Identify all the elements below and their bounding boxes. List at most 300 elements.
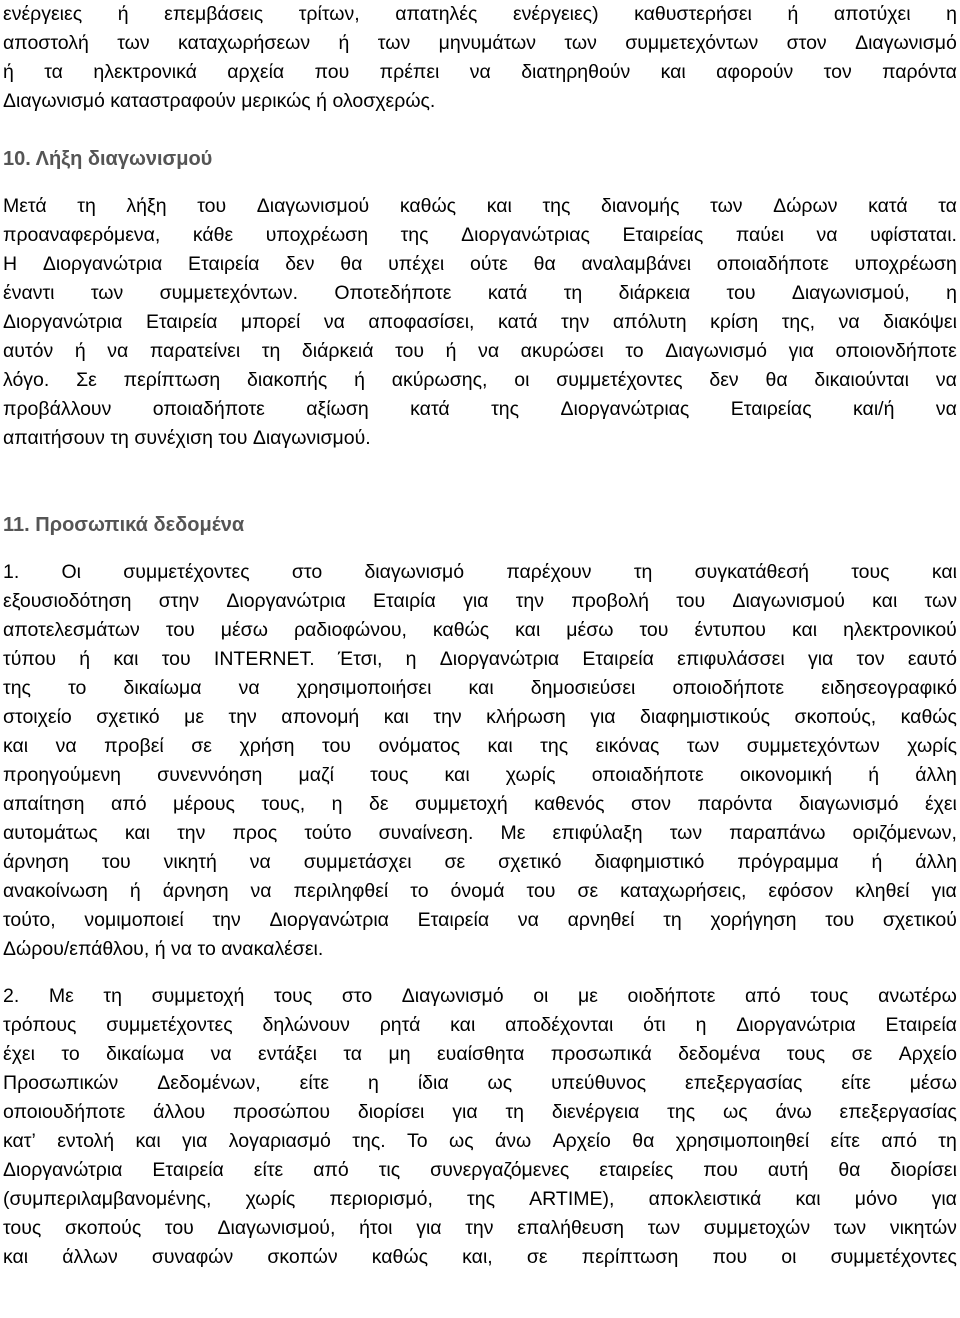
word: δημοσιεύσει [530, 677, 636, 699]
word: η [946, 282, 957, 304]
word: και [468, 677, 494, 699]
text-line [3, 558, 957, 587]
word: Δώρου/επάθλου, [3, 938, 150, 960]
word: ανακαλέσει. [221, 938, 324, 960]
word: την [228, 706, 257, 728]
word: να [210, 1043, 232, 1065]
word: τρίτων, [298, 3, 360, 25]
text-line [3, 906, 957, 935]
word: άλλη [915, 851, 957, 873]
word: η [946, 3, 957, 25]
word: οποιουδήποτε [3, 1101, 126, 1123]
word: συγκατάθεσή [694, 561, 809, 583]
word: περίπτωση [581, 1246, 679, 1268]
word: στον [630, 793, 672, 815]
word: οιοδήποτε [627, 985, 716, 1007]
word: προαναφερόμενα, [3, 224, 161, 246]
document-page [3, 0, 957, 1272]
word: επαλήθευση [517, 1217, 625, 1239]
word: διάρκεια [618, 282, 691, 304]
word: σκοπούς, [794, 706, 877, 728]
word: προσώπου [232, 1101, 331, 1123]
word: Εταιρεία [152, 1159, 224, 1181]
word: Δεδομένων, [157, 1072, 261, 1094]
text-line [3, 587, 957, 616]
word: ακυρώσει [520, 340, 604, 362]
word: σε [851, 1043, 873, 1065]
word: χρησιμοποιηθεί [675, 1130, 810, 1152]
word: ή [117, 3, 129, 25]
word: (συμπεριλαμβανομένης, [3, 1188, 212, 1210]
word: τα [44, 61, 63, 83]
word: των [669, 822, 703, 844]
word: είτε [841, 1072, 871, 1094]
word: ονόματος [378, 735, 461, 757]
word: από [110, 793, 147, 815]
word: ή [129, 880, 141, 902]
word: ακύρωσης, [391, 369, 488, 391]
word: των [833, 1217, 867, 1239]
word: παρόντα [697, 793, 773, 815]
word: την [465, 1217, 494, 1239]
word: ως [722, 1101, 748, 1123]
word: η [368, 1072, 379, 1094]
word: να [517, 909, 539, 931]
word: μόνο [854, 1188, 898, 1210]
word: να [478, 340, 500, 362]
word: ή [871, 851, 883, 873]
word: διαγωνισμό [798, 793, 899, 815]
word: κατά [498, 311, 538, 333]
word: και [795, 1188, 821, 1210]
word: διενέργεια [551, 1101, 640, 1123]
word: ηλεκτρονικά [93, 61, 197, 83]
word: διαγωνισμό [364, 561, 465, 583]
word: το [625, 340, 644, 362]
text-line [3, 221, 957, 250]
word: τη [633, 561, 653, 583]
word: και [3, 735, 29, 757]
word: συναίνεση. [378, 822, 474, 844]
word: επεξεργασίας [685, 1072, 803, 1094]
text-line [3, 250, 957, 279]
word: αποδέχονται [505, 1014, 614, 1036]
word: μηνυμάτων [438, 32, 537, 54]
word: διάρκειά [301, 340, 374, 362]
word: που [314, 61, 350, 83]
text-line [3, 848, 957, 877]
word: καθυστερήσει [634, 3, 752, 25]
word: απονομή [281, 706, 360, 728]
word: τρόπους [3, 1014, 77, 1036]
word: Εταιρείας [622, 224, 704, 246]
word: και [3, 1246, 29, 1268]
word: και [515, 619, 541, 641]
word: η [331, 793, 343, 815]
word: την [433, 706, 462, 728]
word: μέσω [909, 1072, 957, 1094]
word: της [400, 224, 429, 246]
text-line [3, 279, 957, 308]
word: δικαίωμα [123, 677, 202, 699]
word: οποιαδήποτε [716, 253, 829, 275]
word: για [452, 1101, 478, 1123]
text-line [3, 790, 957, 819]
word: εαυτό [907, 648, 957, 670]
word: Με [48, 985, 74, 1007]
word: περιληφθεί [293, 880, 389, 902]
word: χρησιμοποιήσει [296, 677, 432, 699]
word: Διαγωνισμό [3, 90, 105, 112]
word: INTERNET. [213, 648, 315, 670]
word: τη [563, 282, 583, 304]
text-line [3, 616, 957, 645]
text-line [3, 1040, 957, 1069]
word: σχετικού [882, 909, 957, 931]
word: από [313, 1159, 349, 1181]
word: τον [856, 648, 885, 670]
word: 2. [3, 985, 20, 1007]
word: του [726, 282, 756, 304]
word: ή [868, 764, 880, 786]
word: δικαίωμα [106, 1043, 185, 1065]
text-line [3, 732, 957, 761]
word: να [238, 677, 260, 699]
word: επιφύλαξη [552, 822, 643, 844]
word: την [177, 822, 206, 844]
word: Διοργανώτρια [736, 1014, 856, 1036]
word: συμμετέχοντες [830, 1246, 957, 1268]
word: προβάλλουν [3, 398, 112, 420]
word: οι [533, 985, 549, 1007]
word: την [515, 590, 544, 612]
word: στον [786, 32, 827, 54]
word: Οποτεδήποτε [334, 282, 452, 304]
word: ή [79, 648, 91, 670]
text-line [3, 0, 957, 29]
word: για [590, 706, 616, 728]
word: και [135, 1130, 161, 1152]
word: ανωτέρω [878, 985, 957, 1007]
word: τη [261, 340, 281, 362]
text-line [3, 1011, 957, 1040]
word: μέσω [220, 619, 268, 641]
word: Έτσι, [337, 648, 383, 670]
section-heading: 10. Λήξη διαγωνισμού [3, 148, 213, 170]
word: συμμετοχή [415, 793, 508, 815]
word: άρνηση [162, 880, 229, 902]
word: για [416, 1217, 442, 1239]
word: που [712, 1246, 748, 1268]
word: και [487, 735, 513, 757]
word: τη [110, 427, 129, 449]
word: να [469, 61, 491, 83]
word: των [564, 32, 597, 54]
word: Διαγωνισμό [401, 985, 504, 1007]
word: να [250, 880, 272, 902]
word: Με [500, 822, 526, 844]
text-line [3, 337, 957, 366]
word: περίπτωση [123, 369, 221, 391]
word: Προσωπικών [3, 1072, 119, 1094]
word: τη [103, 985, 122, 1007]
word: από [745, 985, 781, 1007]
word: τους, [261, 793, 306, 815]
word: Διοργανώτρια [226, 590, 346, 612]
word: όνομά [450, 880, 505, 902]
word: έντυπου [694, 619, 766, 641]
word: δε [368, 793, 389, 815]
word: στην [158, 590, 200, 612]
word: συμμετέχοντες [556, 369, 683, 391]
word: διανομής [601, 195, 680, 217]
word: χορήγηση [710, 909, 797, 931]
word: συμμετεχόντων. [159, 282, 298, 304]
word: του [639, 619, 669, 641]
word: και/ή [853, 398, 895, 420]
word: παύει [735, 224, 784, 246]
word: προηγούμενη [3, 764, 122, 786]
word: δεδομένα [678, 1043, 761, 1065]
word: αναλαμβάνει [581, 253, 692, 275]
text-line [3, 645, 957, 674]
word: της [667, 1101, 696, 1123]
word: του [322, 735, 351, 757]
word: για [182, 1130, 208, 1152]
word: κατά [868, 195, 908, 217]
word: και [791, 619, 818, 641]
word: τους [370, 764, 409, 786]
text-line [3, 1127, 957, 1156]
word: διορίσει [357, 1101, 425, 1123]
word: του [161, 648, 191, 670]
word: ή [154, 938, 166, 960]
word: ίδια [417, 1072, 449, 1094]
word: εντολή [57, 1130, 115, 1152]
word: μαζί [298, 764, 334, 786]
word: Το [407, 1130, 428, 1152]
word: επιφυλάσσει [677, 648, 785, 670]
text-line [3, 982, 957, 1011]
word: με [184, 706, 205, 728]
word: που [703, 1159, 738, 1181]
word: οι [781, 1246, 797, 1268]
text-line [3, 58, 957, 87]
word: παραπάνω [729, 822, 826, 844]
word: απόλυτη [612, 311, 687, 333]
word: επεμβάσεις [164, 3, 264, 25]
word: αποκλειστικά [648, 1188, 762, 1210]
word: αφορούν [716, 61, 794, 83]
word: Εταιρία [373, 590, 436, 612]
word: τα [938, 195, 957, 217]
word: η [405, 648, 417, 670]
word: θα [765, 369, 788, 391]
word: συμμετέχοντες [123, 561, 250, 583]
word: ως [449, 1130, 474, 1152]
word: του [218, 427, 248, 449]
word: τη [663, 909, 682, 931]
word: της [467, 1188, 495, 1210]
word: εξουσιοδότηση [3, 590, 132, 612]
word: οποιαδήποτε [591, 764, 704, 786]
word: παρόντα [882, 61, 957, 83]
spacer [3, 116, 957, 145]
word: με [578, 985, 598, 1007]
word: τον [823, 61, 852, 83]
word: κατά [410, 398, 450, 420]
word: νικητή [163, 851, 217, 873]
spacer [3, 482, 957, 511]
word: να [107, 340, 129, 362]
word: άρνηση [3, 851, 69, 873]
word: το [68, 677, 87, 699]
word: συμμετοχών [703, 1217, 811, 1239]
word: συμμετάσχει [303, 851, 412, 873]
word: να [323, 311, 345, 333]
word: υπέχει [388, 253, 445, 275]
word: τη [505, 1101, 525, 1123]
word: ή [338, 32, 350, 54]
word: καταχωρήσεις, [620, 880, 747, 902]
word: πρέπει [379, 61, 440, 83]
word: των [377, 32, 411, 54]
word: νικητών [889, 1217, 957, 1239]
word: διατηρηθούν [521, 61, 631, 83]
word: τούτο [304, 822, 352, 844]
word: Αρχείο [552, 1130, 611, 1152]
word: ηλεκτρονικού [843, 619, 957, 641]
text-line [3, 703, 957, 732]
word: της [3, 677, 31, 699]
word: το [410, 880, 429, 902]
word: θα [632, 1130, 655, 1152]
word: αποστολή [3, 32, 89, 54]
word: επεξεργασίας [839, 1101, 957, 1123]
word: προβεί [104, 735, 164, 757]
word: θα [533, 253, 556, 275]
word: προς [232, 822, 278, 844]
word: είτε [830, 1130, 860, 1152]
word: από [881, 1130, 917, 1152]
word: οποιονδήποτε [835, 340, 957, 362]
word: της [491, 398, 520, 420]
word: μέσω [566, 619, 614, 641]
word: τούτο, [3, 909, 56, 931]
word: παρέχουν [506, 561, 592, 583]
word: συνέχιση [134, 427, 213, 449]
word: και [383, 706, 409, 728]
word: λόγο. [3, 369, 50, 391]
text-line [3, 761, 957, 790]
text-line [3, 424, 957, 453]
word: συμμετεχόντων [746, 735, 880, 757]
text-line [3, 395, 957, 424]
word: Διαγωνισμού, [217, 1217, 336, 1239]
word: και [931, 561, 957, 583]
word: εφόσον [768, 880, 834, 902]
word: οποιαδήποτε [152, 398, 265, 420]
word: είτε [253, 1159, 284, 1181]
word: λογαριασμό [228, 1130, 331, 1152]
word: Εταιρεία [145, 311, 218, 333]
word: υπεύθυνος [551, 1072, 647, 1094]
word: άλλων [62, 1246, 118, 1268]
word: συμμετεχόντων [625, 32, 759, 54]
word: να [171, 938, 193, 960]
word: χωρίς [245, 1188, 296, 1210]
word: υποχρέωση [854, 253, 957, 275]
word: μερικώς [241, 90, 311, 112]
word: τους [786, 1043, 826, 1065]
word: διορίσει [890, 1159, 957, 1181]
text-line [3, 1069, 957, 1098]
word: του [676, 590, 706, 612]
word: διαφημιστικούς [640, 706, 771, 728]
word: ενέργειες) [512, 3, 599, 25]
word: Διαγωνισμό [855, 32, 957, 54]
word: σκοπών [267, 1246, 338, 1268]
word: κατά [487, 282, 528, 304]
word: δεν [709, 369, 739, 391]
word: απατηλές [395, 3, 478, 25]
word: να [935, 398, 957, 420]
word: Διαγωνισμού. [252, 427, 371, 449]
word: αρχεία [227, 61, 285, 83]
word: καταστραφούν [110, 90, 236, 112]
word: άνω [495, 1130, 532, 1152]
word: Μετά [3, 195, 47, 217]
word: να [249, 851, 271, 873]
word: σε [577, 880, 599, 902]
word: αποτύχει [833, 3, 911, 25]
word: ανακοίνωση [3, 880, 108, 902]
word: κλήρωση [486, 706, 566, 728]
word: ή [316, 90, 328, 112]
word: ευαίσθητα [436, 1043, 525, 1065]
word: αξίωση [306, 398, 369, 420]
word: Οι [61, 561, 82, 583]
word: Εταιρείας [730, 398, 812, 420]
word: και [113, 648, 139, 670]
word: το [197, 938, 216, 960]
word: της. [352, 1130, 386, 1152]
word: Σε [76, 369, 97, 391]
word: διακόψει [883, 311, 957, 333]
word: για [931, 1188, 957, 1210]
word: ή [354, 369, 365, 391]
word: νομιμοποιεί [84, 909, 184, 931]
word: ότι [643, 1014, 666, 1036]
word: κρίση [710, 311, 759, 333]
word: για [463, 590, 489, 612]
word: δηλώνουν [262, 1014, 350, 1036]
word: ή [445, 340, 457, 362]
word: στοιχείο [3, 706, 72, 728]
word: υποχρέωση [265, 224, 369, 246]
word: ρητά [379, 1014, 421, 1036]
spacer [3, 174, 957, 192]
word: των [90, 282, 124, 304]
word: Διοργανώτρια [3, 311, 123, 333]
word: θα [838, 1159, 861, 1181]
word: του [395, 340, 425, 362]
word: των [924, 590, 957, 612]
word: αποτελεσμάτων [3, 619, 140, 641]
word: έχει [924, 793, 957, 815]
word: και [660, 61, 686, 83]
word: τη [938, 1130, 957, 1152]
